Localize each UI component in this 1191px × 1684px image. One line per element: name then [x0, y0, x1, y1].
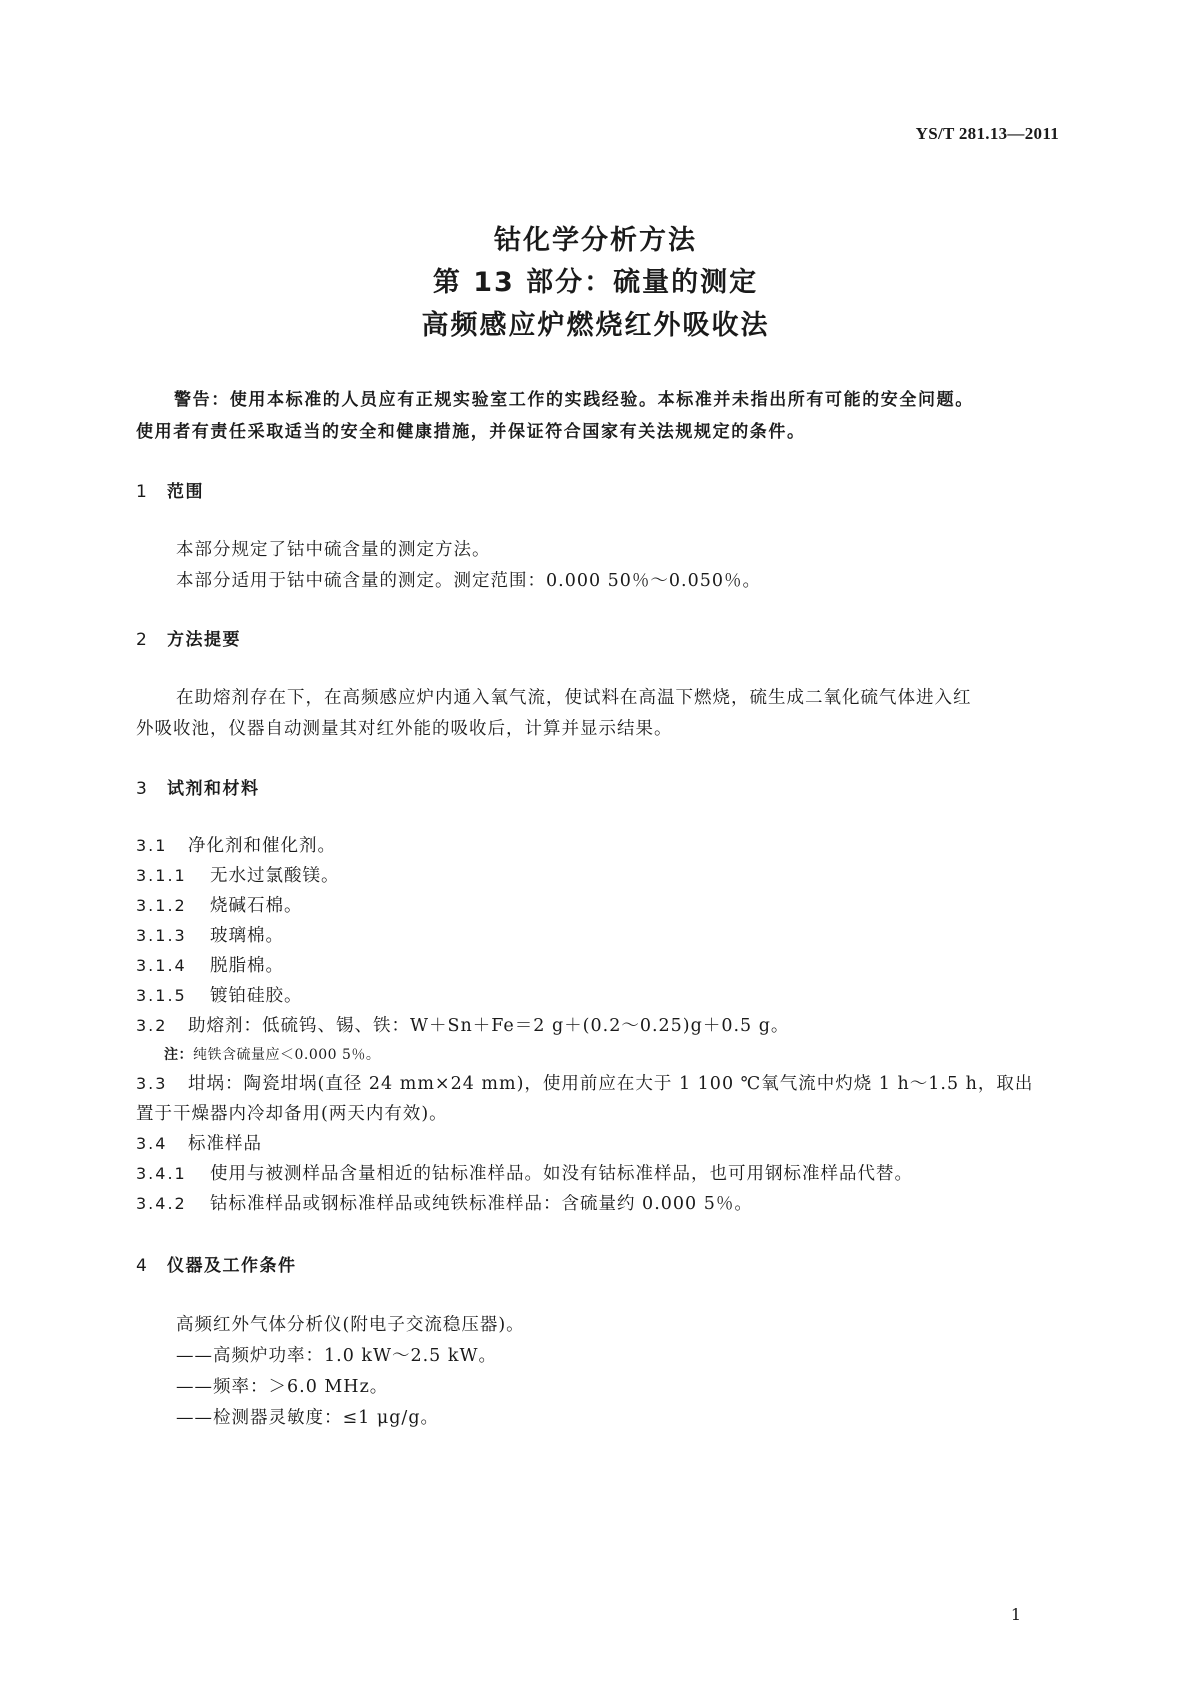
- section4-title: 仪器及工作条件: [167, 1256, 297, 1276]
- item-text: 玻璃棉。: [210, 926, 284, 946]
- section4-list-item: ——高频炉功率：1.0 kW～2.5 kW。: [176, 1346, 497, 1366]
- section2-paragraph-line1: 在助熔剂存在下，在高频感应炉内通入氧气流，使试料在高温下燃烧，硫生成二氧化硫气体进入红: [176, 688, 972, 708]
- item-text: 助熔剂：低硫钨、锡、铁：W＋Sn＋Fe＝2 g＋(0.2～0.25)g＋0.5 g。: [188, 1016, 790, 1036]
- note-text: 纯铁含硫量应＜0.000 5％。: [193, 1047, 381, 1063]
- item-number: 3.1: [136, 836, 168, 855]
- item-3-1-5: [136, 982, 303, 1007]
- item-3-4: [136, 1130, 262, 1155]
- document-title-line2: 第 13 部分：硫量的测定: [432, 267, 759, 298]
- item-number: 3.4.2: [136, 1194, 187, 1213]
- item-text: 使用与被测样品含量相近的钴标准样品。如没有钴标准样品，也可用钢标准样品代替。: [210, 1164, 913, 1184]
- item-number: 3.1.2: [136, 896, 187, 915]
- document-title-line1: 钴化学分析方法: [494, 225, 697, 256]
- item-text: 净化剂和催化剂。: [188, 836, 336, 856]
- section4-paragraph: 高频红外气体分析仪(附电子交流稳压器)。: [176, 1315, 525, 1335]
- standard-code: YS/T 281.13—2011: [915, 124, 1059, 143]
- document-title-line3: 高频感应炉燃烧红外吸收法: [421, 310, 770, 341]
- item-text: 脱脂棉。: [210, 956, 284, 976]
- section1-heading: [136, 477, 204, 502]
- item-number: 3.2: [136, 1016, 168, 1035]
- item-text: 坩埚：陶瓷坩埚(直径 24 mm×24 mm)，使用前应在大于 1 100 ℃氧气流中灼烧 1 h～1.5 h，取出: [188, 1074, 1034, 1094]
- item-text: 标准样品: [188, 1134, 262, 1154]
- warning-line1: 警告：使用本标准的人员应有正规实验室工作的实践经验。本标准并未指出所有可能的安全问题。: [174, 390, 974, 410]
- item-number: 3.1.4: [136, 956, 187, 975]
- item-3-3: [136, 1070, 1033, 1095]
- item-number: 3.1.1: [136, 866, 187, 885]
- item-number: 3.1.5: [136, 986, 187, 1005]
- section1-title: 范围: [167, 482, 204, 502]
- section2-number: 2: [136, 630, 149, 650]
- item-3-1-2: [136, 892, 303, 917]
- section4-list-item: ——频率：＞6.0 MHz。: [176, 1377, 389, 1397]
- item-3-1-3: [136, 922, 284, 947]
- note: [164, 1044, 380, 1064]
- item-number: 3.4.1: [136, 1164, 187, 1183]
- section1-number: 1: [136, 482, 149, 502]
- warning-line2: 使用者有责任采取适当的安全和健康措施，并保证符合国家有关法规规定的条件。: [136, 422, 806, 442]
- item-3-2: [136, 1012, 789, 1037]
- section3-number: 3: [136, 779, 149, 799]
- section1-paragraph1: 本部分规定了钴中硫含量的测定方法。: [176, 540, 491, 560]
- section2-title: 方法提要: [167, 630, 241, 650]
- item-number: 3.3: [136, 1074, 168, 1093]
- item-text: 烧碱石棉。: [210, 896, 303, 916]
- item-number: 3.1.3: [136, 926, 187, 945]
- item-text: 镀铂硅胶。: [210, 986, 303, 1006]
- item-text: 无水过氯酸镁。: [210, 866, 340, 886]
- section4-heading: [136, 1251, 297, 1276]
- item-number: 3.4: [136, 1134, 168, 1153]
- section2-heading: [136, 625, 241, 650]
- section3-heading: [136, 774, 260, 799]
- section3-title: 试剂和材料: [167, 779, 260, 799]
- item-3-4-2: [136, 1190, 753, 1215]
- page-number: 1: [1010, 1605, 1021, 1624]
- section2-paragraph-line2: 外吸收池，仪器自动测量其对红外能的吸收后，计算并显示结果。: [136, 719, 673, 739]
- item-3-1-1: [136, 862, 340, 887]
- item-3-4-1: [136, 1160, 913, 1185]
- item-text: 钴标准样品或钢标准样品或纯铁标准样品：含硫量约 0.000 5％。: [210, 1194, 753, 1214]
- item-3-1: [136, 832, 336, 857]
- note-label: 注：: [164, 1047, 193, 1063]
- section4-number: 4: [136, 1256, 149, 1276]
- item-3-1-4: [136, 952, 284, 977]
- section4-list-item: ——检测器灵敏度：≤1 μg/g。: [176, 1408, 440, 1428]
- section1-paragraph2: 本部分适用于钴中硫含量的测定。测定范围：0.000 50％～0.050％。: [176, 571, 762, 591]
- item-3-3-continuation: 置于干燥器内冷却备用(两天内有效)。: [136, 1104, 448, 1124]
